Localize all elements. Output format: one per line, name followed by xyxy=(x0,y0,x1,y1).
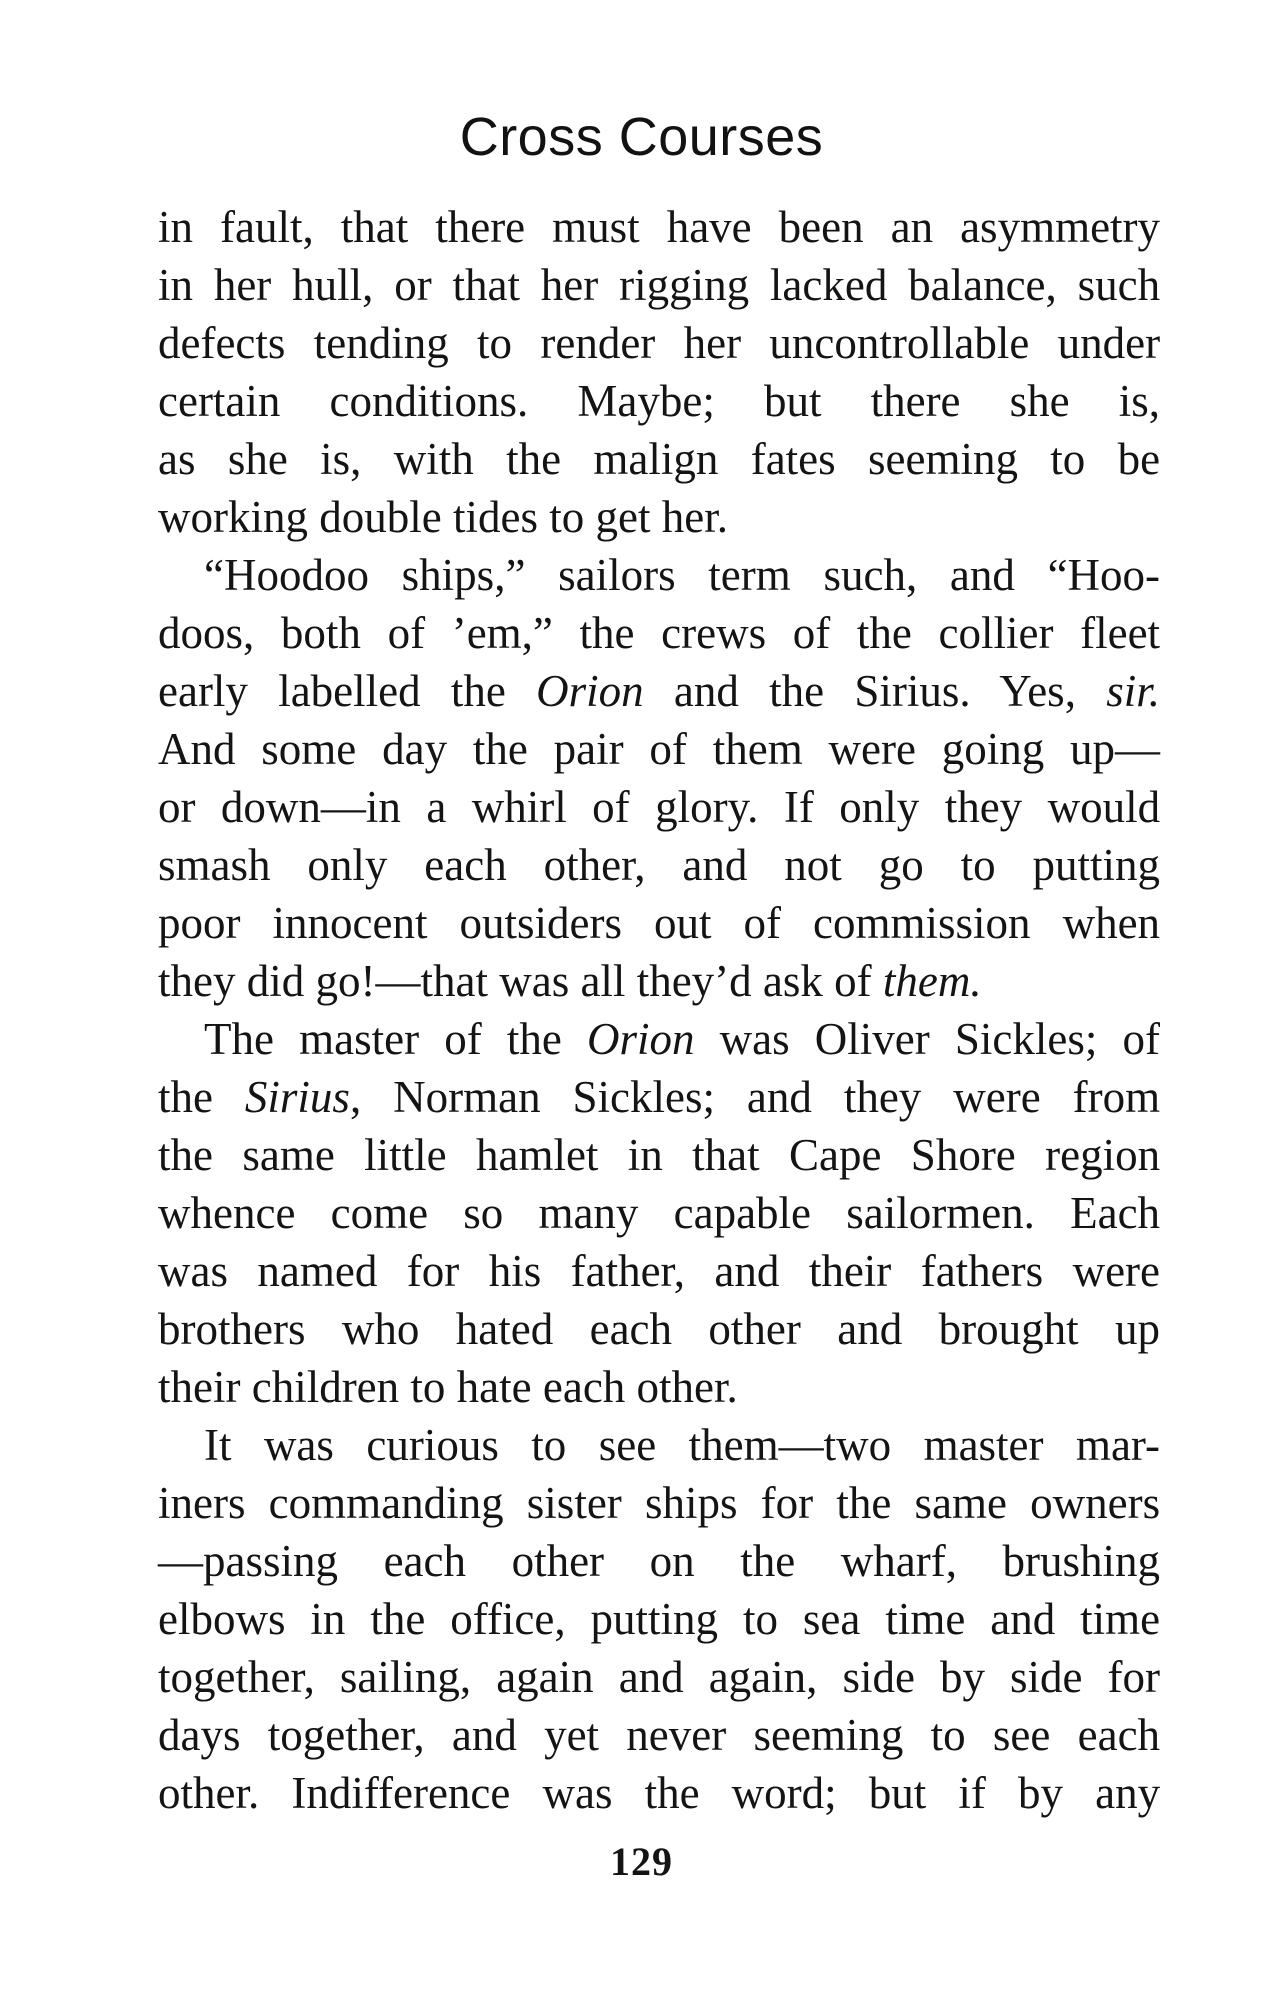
paragraph xyxy=(158,1416,1160,1822)
text-line: doos, both of ’em,” the crews of the collier fleet xyxy=(158,608,1161,658)
running-title: Cross Courses xyxy=(459,107,824,167)
text-line: they did go!—that was all they’d ask of them. xyxy=(158,956,982,1006)
text-line: together, sailing, again and again, side by side for xyxy=(158,1652,1161,1702)
text-line: days together, and yet never seeming to see each xyxy=(158,1710,1161,1760)
text-line: It was curious to see them—two master mar- xyxy=(204,1420,1160,1470)
text-line: smash only each other, and not go to putting xyxy=(158,840,1161,890)
text-line: The master of the Orion was Oliver Sickles; of xyxy=(204,1014,1160,1064)
text-line: whence come so many capable sailormen. Each xyxy=(158,1188,1161,1238)
text-line: poor innocent outsiders out of commission when xyxy=(158,898,1161,948)
text-line: iners commanding sister ships for the same owners xyxy=(158,1478,1161,1528)
text-line: other. Indifference was the word; but if by any xyxy=(158,1768,1161,1818)
text-line: early labelled the Orion and the Sirius. Yes, sir. xyxy=(158,666,1160,716)
text-line: the Sirius, Norman Sickles; and they were from xyxy=(158,1072,1161,1122)
text-line: And some day the pair of them were going up— xyxy=(158,724,1161,774)
text-line: brothers who hated each other and brought up xyxy=(158,1304,1161,1354)
paragraph xyxy=(158,198,1160,546)
text-line: defects tending to render her uncontrollable under xyxy=(158,318,1161,368)
page-number: 129 xyxy=(610,1839,673,1884)
text-line: or down—in a whirl of glory. If only they would xyxy=(158,782,1161,832)
text-line: certain conditions. Maybe; but there she is, xyxy=(158,376,1161,426)
text-line: their children to hate each other. xyxy=(158,1362,738,1412)
text-line: in fault, that there must have been an asymmetry xyxy=(158,202,1161,252)
text-line: was named for his father, and their fathers were xyxy=(158,1246,1161,1296)
paragraph xyxy=(158,546,1160,1010)
text-line: working double tides to get her. xyxy=(158,492,728,542)
paragraph xyxy=(158,1010,1160,1416)
text-line: in her hull, or that her rigging lacked balance, such xyxy=(158,260,1161,310)
text-line: elbows in the office, putting to sea time and time xyxy=(158,1594,1161,1644)
body-text xyxy=(158,198,1160,1822)
text-line: the same little hamlet in that Cape Shore region xyxy=(158,1130,1161,1180)
text-line: —passing each other on the wharf, brushing xyxy=(158,1536,1161,1586)
text-line: “Hoodoo ships,” sailors term such, and “Hoo- xyxy=(204,550,1161,600)
text-line: as she is, with the malign fates seeming to be xyxy=(158,434,1161,484)
